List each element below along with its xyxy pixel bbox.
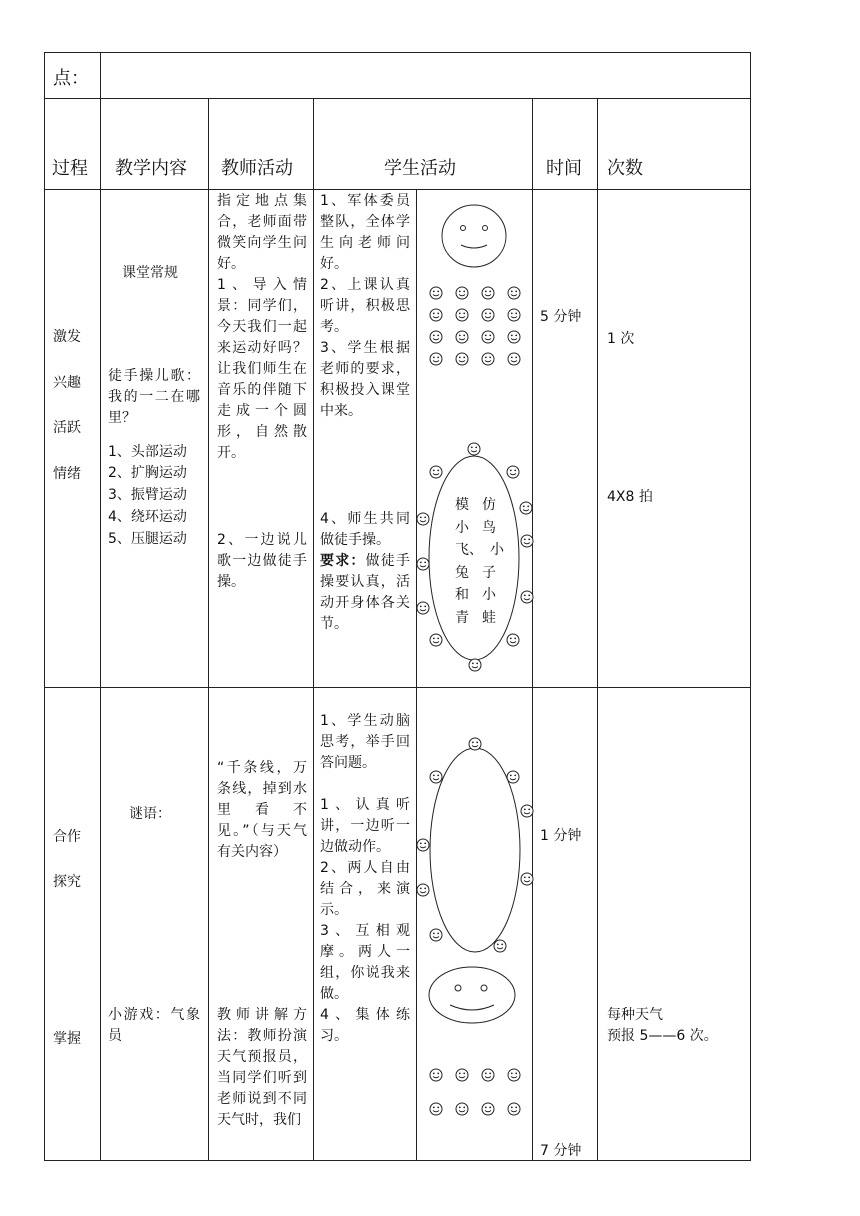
smiley-icon bbox=[521, 591, 533, 603]
smiley-icon bbox=[508, 287, 520, 299]
smiley-icon bbox=[430, 287, 442, 299]
content-item: 5、压腿运动 bbox=[108, 531, 187, 547]
smiley-icon bbox=[521, 805, 533, 817]
smiley-icon bbox=[430, 929, 442, 941]
smiley-icon bbox=[468, 443, 480, 455]
smiley-icon bbox=[508, 331, 520, 343]
content-song: 徒手操儿歌：我的一二在哪里？ bbox=[108, 368, 200, 426]
teacher-game: 教师讲解方法：教师扮演天气预报员，当同学们听到老师说到不同天气时，我们 bbox=[217, 1007, 307, 1128]
smiley-icon bbox=[494, 940, 506, 952]
content-item: 1、头部运动 bbox=[108, 444, 187, 460]
smiley-icon bbox=[507, 634, 519, 646]
oval-text: 兔 bbox=[455, 565, 469, 581]
col-time-header: 时间 bbox=[546, 158, 582, 179]
count-value: 每种天气 预报 5——6 次。 bbox=[607, 1007, 718, 1044]
time-value: 5 分钟 bbox=[540, 309, 582, 325]
smiley-icon bbox=[482, 287, 494, 299]
oval-text: 蛙 bbox=[482, 610, 496, 626]
oval-text: 青 bbox=[455, 610, 469, 626]
oval-text: 和 bbox=[455, 587, 469, 603]
oval-text: 小 bbox=[482, 587, 496, 603]
smiley-icon bbox=[430, 353, 442, 365]
col-count-header: 次数 bbox=[607, 158, 643, 179]
col-process-header: 过程 bbox=[52, 158, 88, 179]
oval-text: 小 bbox=[490, 542, 504, 558]
oval-formation-2 bbox=[417, 738, 533, 952]
smiley-icon bbox=[430, 771, 442, 783]
teacher-riddle: “千条线，万条线，掉到水里看不见。”（与天气有关内容） bbox=[217, 760, 307, 860]
process-label: 兴趣 bbox=[53, 375, 81, 391]
student-activity: 1、军体委员整队，全体学生向老师问好。 2、上课认真听讲，积极思考。 3、学生根据老师的要求，积极投入课堂中来。 bbox=[320, 193, 410, 419]
smiley-icon bbox=[469, 659, 481, 671]
oval-text: 仿 bbox=[482, 497, 496, 513]
smiley-icon bbox=[417, 839, 429, 851]
oval-text: 子 bbox=[482, 565, 496, 581]
count-value: 1 次 bbox=[607, 331, 635, 347]
smiley-icon bbox=[482, 1069, 494, 1081]
smiley-icon bbox=[417, 884, 429, 896]
oval-text: 小 bbox=[455, 520, 469, 536]
smiley-icon bbox=[482, 1103, 494, 1115]
smiley-icon bbox=[430, 309, 442, 321]
process-label: 合作 bbox=[53, 829, 81, 845]
smiley-icon bbox=[417, 558, 429, 570]
smiley-icon bbox=[507, 466, 519, 478]
smiley-icon bbox=[521, 535, 533, 547]
process-label: 情绪 bbox=[53, 466, 81, 482]
smiley-icon bbox=[430, 1069, 442, 1081]
col-student-header: 学生活动 bbox=[384, 158, 456, 179]
oval-text: 模 bbox=[455, 497, 469, 513]
smiley-icon bbox=[456, 1069, 468, 1081]
smiley-icon bbox=[456, 287, 468, 299]
smiley-icon bbox=[456, 331, 468, 343]
smiley-grid-2 bbox=[430, 1069, 520, 1115]
content-item: 3、振臂运动 bbox=[108, 487, 187, 503]
smiley-icon bbox=[417, 513, 429, 525]
student-activity-2: 4、师生共同做徒手操。 bbox=[320, 511, 410, 548]
col-content-header: 教学内容 bbox=[115, 158, 187, 179]
smiley-icon bbox=[430, 331, 442, 343]
smiley-icon bbox=[430, 466, 442, 478]
time-value: 1 分钟 bbox=[540, 828, 582, 844]
process-label: 掌握 bbox=[53, 1031, 81, 1047]
process-label: 活跃 bbox=[53, 420, 81, 436]
smiley-icon bbox=[508, 1103, 520, 1115]
content-title: 谜语： bbox=[129, 806, 171, 822]
smiley-icon bbox=[507, 771, 519, 783]
smiley-icon bbox=[482, 331, 494, 343]
smiley-icon bbox=[482, 353, 494, 365]
smiley-icon bbox=[456, 1103, 468, 1115]
teacher-activity: 指定地点集合，老师面带微笑向学生问好。 1、导入情景：同学们，今天我们一起来运动好吗？让我们师生在音乐的伴随下走成一个圆形，自然散开。 bbox=[217, 193, 307, 461]
time-value: 7 分钟 bbox=[540, 1143, 582, 1159]
point-label: 点： bbox=[53, 68, 89, 89]
smiley-icon bbox=[508, 353, 520, 365]
content-item: 2、扩胸运动 bbox=[108, 465, 187, 481]
oval-text: 鸟 bbox=[482, 520, 496, 536]
requirement-text: 做徒手操要认真，活动开身体各关节。 bbox=[320, 553, 411, 632]
content-game: 小游戏：气象员 bbox=[108, 1007, 200, 1044]
content-item: 4、绕环运动 bbox=[108, 509, 187, 525]
smiley-icon bbox=[508, 309, 520, 321]
requirement-label: 要求： bbox=[320, 553, 366, 569]
big-face-icon bbox=[429, 967, 515, 1023]
count-value: 4X8 拍 bbox=[607, 489, 653, 505]
smiley-icon bbox=[469, 738, 481, 750]
process-label: 探究 bbox=[53, 874, 81, 890]
col-teacher-header: 教师活动 bbox=[221, 158, 293, 179]
big-face-icon bbox=[442, 205, 506, 267]
smiley-grid bbox=[430, 287, 520, 365]
teacher-activity-2: 2、一边说儿歌一边做徒手操。 bbox=[217, 532, 307, 590]
smiley-icon bbox=[508, 1069, 520, 1081]
oval-text: 飞、 bbox=[455, 542, 483, 558]
smiley-icon bbox=[456, 353, 468, 365]
smiley-icon bbox=[456, 309, 468, 321]
smiley-icon bbox=[430, 1103, 442, 1115]
process-label: 激发 bbox=[53, 329, 81, 345]
smiley-icon bbox=[430, 634, 442, 646]
smiley-icon bbox=[520, 502, 532, 514]
smiley-icon bbox=[521, 873, 533, 885]
student-activity: 1、学生动脑思考，举手回答问题。 1、认真听讲，一边听一边做动作。 2、两人自由结合，来演示。 3、互相观摩。两人一组，你说我来做。 4、集体练习。 bbox=[320, 713, 410, 1044]
smiley-icon bbox=[417, 602, 429, 614]
smiley-icon bbox=[482, 309, 494, 321]
content-title: 课堂常规 bbox=[122, 265, 178, 281]
oval-formation bbox=[417, 443, 533, 671]
